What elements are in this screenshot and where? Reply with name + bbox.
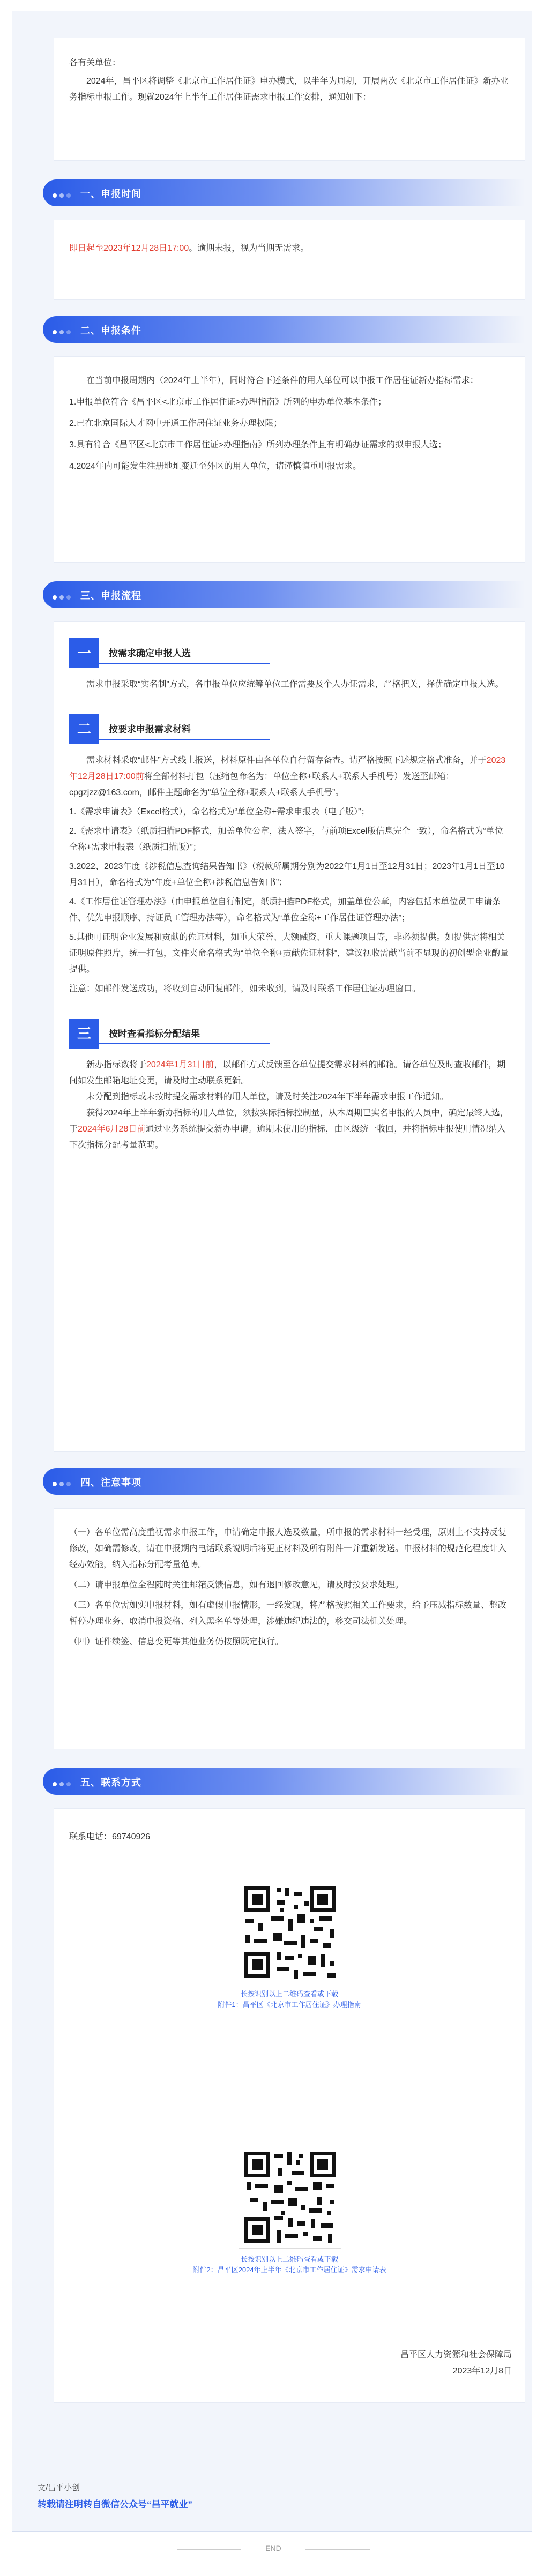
footer-end: — END — (256, 2544, 291, 2552)
step2-note: 注意：如邮件发送成功，将收到自动回复邮件，如未收到，请及时联系工作居住证办理窗口。 (69, 984, 421, 993)
qr-code-icon (239, 2146, 341, 2248)
dots-icon (53, 327, 73, 337)
time-highlight: 即日起至2023年12月28日17:00 (69, 244, 189, 253)
section-title: 五、联系方式 (80, 1777, 141, 1788)
dots-icon (53, 593, 73, 602)
qr-caption-2-line2: 附件2：昌平区2024年上半年《北京市工作居住证》需求申请表 (192, 2266, 386, 2274)
qr-caption-2-line1: 长按识别以上二维码查看或下载 (240, 2255, 338, 2263)
step1-header (69, 638, 510, 669)
qr-code-1[interactable] (239, 1881, 341, 1983)
step1-text: 需求申报采取“实名制”方式，各申报单位应统筹单位工作需要及个人办证需求，严格把关，择优确定申报人选。 (86, 680, 504, 689)
qr-code-2[interactable] (239, 2146, 341, 2249)
material-item: 5.其他可证明企业发展和贡献的佐证材料，如重大荣誉、大额融资、重大课题项目等，非必须提供。如提供需将相关证明原件照片，统一打包，文件夹命名格式为“单位全称+贡献佐证材料”，建议视收需献当前不显现的初创型企业酌量提供。 (69, 933, 509, 974)
end-divider-left (177, 2549, 241, 2550)
step3-p3 (69, 1105, 510, 1154)
phone-number: 69740926 (112, 1832, 151, 1841)
step3-p2: 未分配到指标或未按时提交需求材料的用人单位，请及时关注2024年下半年需求申报工作通知。 (86, 1092, 449, 1102)
dots-icon (53, 1479, 73, 1489)
note-item: （二）请申报单位全程随时关注邮箱反馈信息，如有退回修改意见，请及时按要求处理。 (69, 1581, 404, 1590)
condition-item: 4.2024年内可能发生注册地址变迁至外区的用人单位，请谨慎慎重申报需求。 (69, 462, 361, 471)
section-title: 一、申报时间 (80, 189, 141, 199)
section-title: 二、申报条件 (80, 325, 141, 336)
time-block (54, 220, 525, 300)
process-block (54, 621, 525, 1452)
section-header-notes (43, 1468, 525, 1495)
qr-caption-1 (54, 1989, 525, 2010)
material-item: 3.2022、2023年度《涉税信息查询结果告知书》（税款所属期分别为2022年1月1日至12月31日；2023年1月1日至10月31日），命名格式为“年度+单位全称+涉税信息告知书”； (69, 862, 505, 887)
section-header-process (43, 581, 525, 608)
dots-icon (53, 191, 73, 200)
material-item: 2.《需求申请表》（纸质扫描PDF格式，加盖单位公章，法人签字，与前项Excel版信息完全一致），命名格式为“单位全称+需求申报表（纸质扫描版）”； (69, 827, 503, 852)
step3-p1 (69, 1057, 510, 1089)
condition-item: 3.具有符合《昌平区<北京市工作居住证>办理指南》所列办理条件且有明确办证需求的拟申报人选； (69, 440, 447, 450)
note-item: （一）各单位需高度重视需求申报工作，申请确定申报人选及数量，所申报的需求材料一经受理，原则上不支持反复修改，如确需修改，请在申报期内电话联系说明后将更正材料及所有附件一并重新发送。申报材料的规范化程度计入经办效能，纳入指标分配考量范畴。 (69, 1528, 507, 1569)
signature-date: 2023年12月8日 (452, 2367, 512, 2376)
step-number: 二 (69, 714, 99, 744)
step3-deadline1: 2024年1月31日前 (146, 1060, 214, 1069)
qr-code-icon (239, 1881, 341, 1983)
qr-caption-1-line1: 长按识别以上二维码查看或下载 (240, 1990, 338, 1998)
step3-text-a: 新办指标数将于 (86, 1060, 147, 1069)
step2-text-b: 将全部材料打包（压缩包命名为：单位全称+联系人+联系人手机号）发送至邮箱：cpgzjzz@163.com，邮件主题命名为“单位全称+联系人+联系人手机号”。 (69, 772, 454, 797)
intro-block (54, 38, 525, 161)
step2-deadline: 2023年12月28日17:00前 (69, 756, 506, 781)
notes-block (54, 1508, 525, 1749)
section-header-contact (43, 1768, 525, 1795)
step-title: 按要求申报需求材料 (99, 721, 270, 740)
step-title: 按需求确定申报人选 (99, 645, 270, 664)
step3-text-d: 通过业务系统提交新办申请。逾期未使用的指标，由区级统一收回，并将指标申报使用情况纳入下次指标分配考量范畴。 (69, 1125, 506, 1150)
condition-item: 2.已在北京国际人才网中开通工作居住证业务办理权限； (69, 419, 282, 428)
note-item: （四）证件续签、信息变更等其他业务仍按照既定执行。 (69, 1637, 284, 1646)
greeting: 各有关单位： (69, 58, 121, 68)
step-title: 按时查看指标分配结果 (99, 1025, 270, 1044)
qr-caption-2 (54, 2254, 525, 2275)
step3-text-c: 获得2024年上半年新办指标的用人单位，须按实际指标控制量，从本周期已实名申报的人员中，确定最终人选，于 (69, 1109, 509, 1134)
qr-caption-1-line2: 附件1：昌平区《北京市工作居住证》办理指南 (218, 2001, 361, 2009)
section-title: 四、注意事项 (80, 1477, 141, 1488)
step3-header (69, 1019, 510, 1050)
step2-text-a: 需求材料采取“邮件”方式线上报送，材料原件由各单位自行留存备查。请严格按照下述规定格式准备，并于 (86, 756, 487, 765)
time-text (69, 241, 510, 257)
note-item: （三）各单位需如实申报材料，如有虚假申报情形，一经发现，将严格按照相关工作要求，给予压减指标数量、整改暂停办理业务、取消申报资格、列入黑名单等处理，涉嫌违纪违法的，移交司法机关处理。 (69, 1601, 507, 1626)
step3-text-b: ，以邮件方式反馈至各单位提交需求材料的邮箱。请各单位及时查收邮件，期间如发生邮箱地址变更，请及时主动联系更新。 (69, 1060, 506, 1085)
section-header-conditions (43, 316, 525, 343)
material-item: 1.《需求申请表》（Excel格式），命名格式为“单位全称+需求申报表（电子版）”； (69, 807, 370, 817)
footer-author: 文/昌平小创 (38, 2483, 80, 2492)
material-item: 4.《工作居住证管理办法》（由申报单位自行制定，纸质扫描PDF格式，加盖单位公章，内容包括本单位员工申请条件、优先申报顺序、持证员工管理办法等），命名格式为“单位全称+工作居住证管理办法”； (69, 897, 501, 923)
contact-phone (69, 1829, 510, 1845)
section-title: 三、申报流程 (80, 590, 141, 601)
end-divider-right (305, 2549, 370, 2550)
intro-body: 2024年，昌平区将调整《北京市工作居住证》申办模式，以半年为周期，开展两次《北京市工作居住证》新办业务指标申报工作。现就2024年上半年工作居住证需求申报工作安排，通知如下： (69, 77, 509, 102)
time-rest: 。逾期未报，视为当期无需求。 (189, 244, 309, 253)
step2-header (69, 714, 510, 745)
step-number: 一 (69, 638, 99, 668)
conditions-lead: 在当前申报周期内（2024年上半年），同时符合下述条件的用人单位可以申报工作居住证新办指标需求： (86, 376, 479, 385)
step3-deadline2: 2024年6月28日前 (78, 1125, 146, 1134)
section-header-time (43, 179, 525, 206)
conditions-block (54, 356, 525, 563)
step2-intro (69, 753, 510, 801)
step-number: 三 (69, 1019, 99, 1049)
condition-item: 1.申报单位符合《昌平区<北京市工作居住证>办理指南》所列的申办单位基本条件； (69, 398, 387, 407)
dots-icon (53, 1779, 73, 1789)
phone-label: 联系电话： (69, 1832, 113, 1841)
footer-repost: 转载请注明转自微信公众号“昌平就业” (38, 2499, 192, 2510)
signature-org: 昌平区人力资源和社会保障局 (400, 2350, 512, 2360)
